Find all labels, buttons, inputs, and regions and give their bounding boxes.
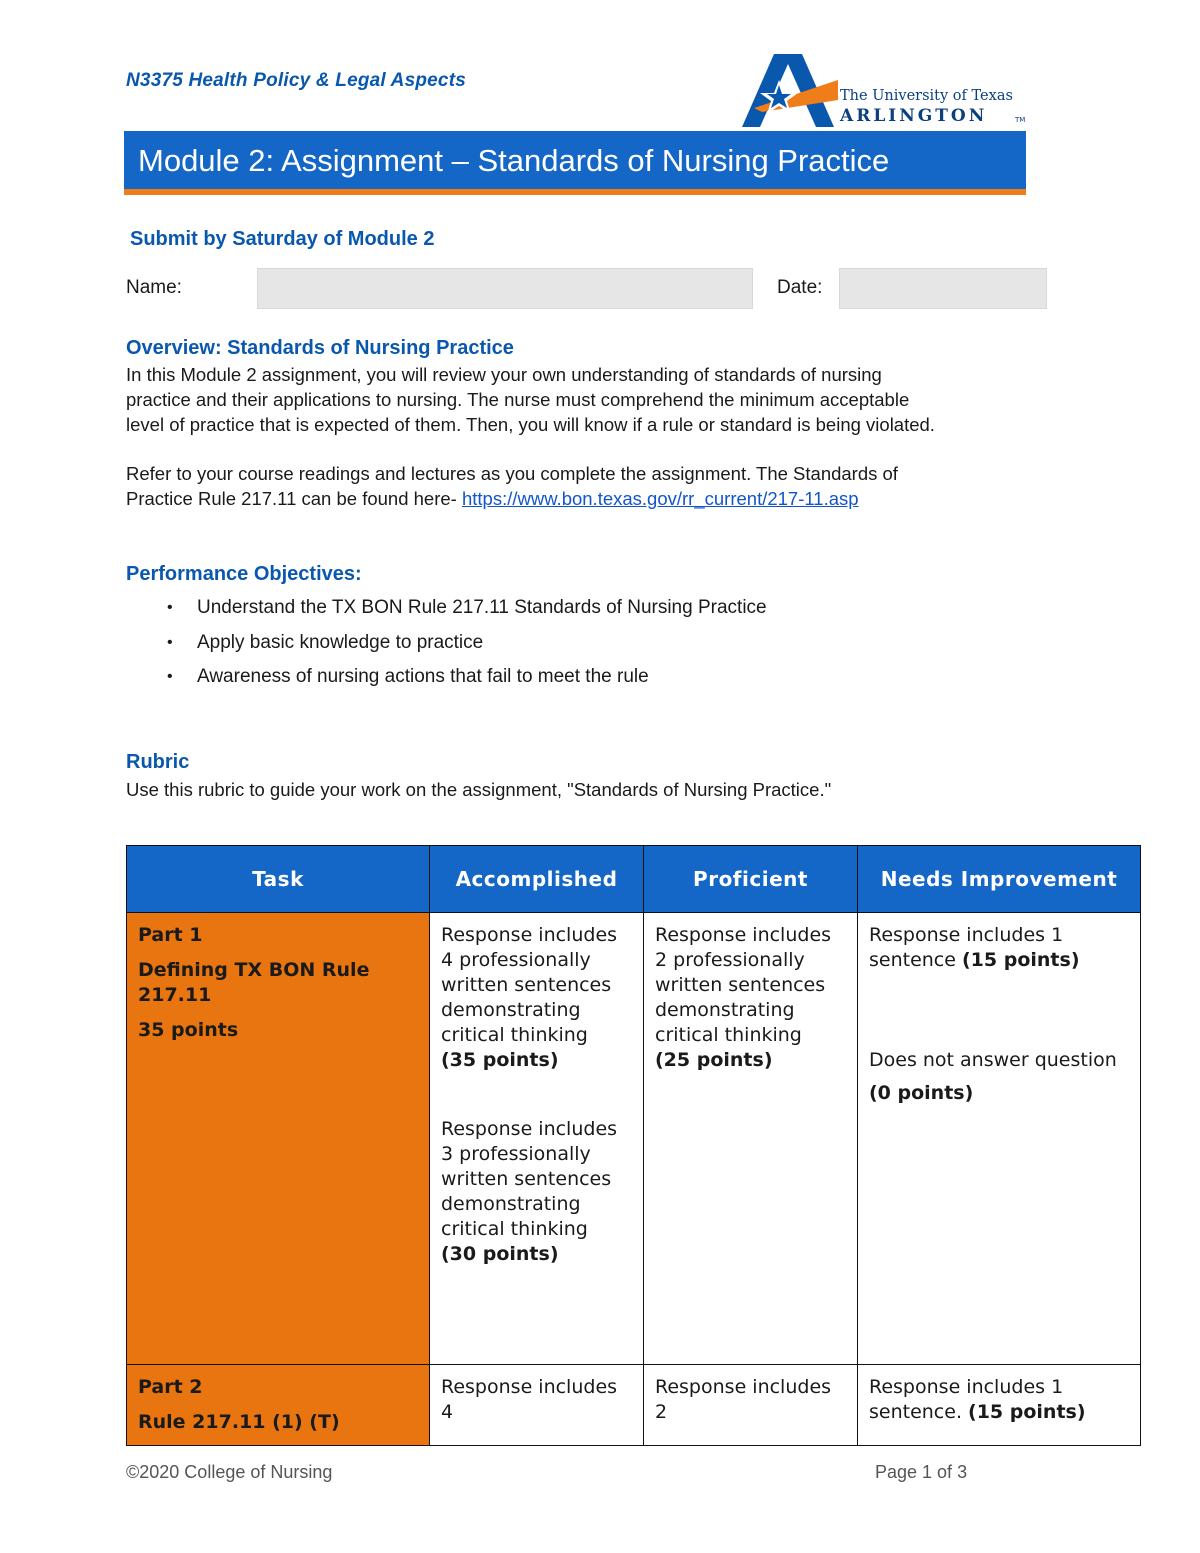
bon-rule-link[interactable]: https://www.bon.texas.gov/rr_current/217-11.asp [461,488,859,509]
overview-heading: Overview: Standards of Nursing Practice [126,337,514,359]
list-item: • Understand the TX BON Rule 217.11 Standards of Nursing Practice [160,593,767,628]
task-cell: Part 1 Defining TX BON Rule 217.11 35 points [127,913,430,1365]
title-banner [124,131,1026,195]
overview-line: level of practice that is expected of them. Then, you will know if a rule or standard is being violated. [126,414,935,435]
name-label: Name: [126,277,182,298]
proficient-cell: Response includes 2 professionally written sentences demonstrating critical thinking (25 points) [644,913,858,1365]
overview-line: practice and their applications to nursing. The nurse must comprehend the minimum acceptable [126,389,910,410]
column-header: Proficient [644,846,858,913]
date-label: Date: [777,277,823,298]
column-header: Accomplished [430,846,644,913]
university-logo [736,50,1036,130]
bullet-icon: • [167,668,173,685]
column-header: Needs Improvement [858,846,1141,913]
uta-star-a-icon [736,50,838,130]
needs-improvement-cell: Response includes 1 sentence (15 points) Does not answer question (0 points) [858,913,1141,1365]
readings-text: Practice Rule 217.11 can be found here- [126,488,462,509]
overview-line: In this Module 2 assignment, you will review your own understanding of standards of nursing [126,364,882,385]
table-row [127,1365,1141,1446]
logo-text-arlington: ARLINGTON [840,106,988,126]
accomplished-cell: Response includes 4 professionally written sentences demonstrating critical thinking (35 points) Response includes 3 professionally written sentences demonstrating critical thinking (30 points) [430,913,644,1365]
proficient-cell: Response includes 2 [644,1365,858,1446]
logo-trademark: TM [1015,116,1026,124]
rubric-intro: Use this rubric to guide your work on the assignment, "Standards of Nursing Practice." [126,779,832,800]
page-title: Module 2: Assignment – Standards of Nursing Practice [138,143,890,178]
objectives-list [160,593,767,697]
readings-line [126,486,1086,511]
name-field[interactable] [257,268,753,309]
objectives-heading: Performance Objectives: [126,563,362,585]
column-header: Task [127,846,430,913]
footer-copyright: ©2020 College of Nursing [126,1462,333,1482]
rubric-heading: Rubric [126,751,190,773]
course-title: N3375 Health Policy & Legal Aspects [126,70,466,91]
table-header-row [127,846,1141,913]
list-item: • Apply basic knowledge to practice [160,628,767,663]
logo-text-university: The University of Texas [840,88,1013,104]
submit-deadline: Submit by Saturday of Module 2 [130,228,435,250]
page-number: Page 1 of 3 [875,1462,968,1482]
table-row [127,913,1141,1365]
bullet-icon: • [167,599,173,616]
task-cell: Part 2 Rule 217.11 (1) (T) [127,1365,430,1446]
readings-line: Refer to your course readings and lectures as you complete the assignment. The Standards of [126,463,898,484]
overview-paragraph [126,362,1086,437]
readings-paragraph [126,461,1086,511]
list-item: • Awareness of nursing actions that fail to meet the rule [160,662,767,697]
accomplished-cell: Response includes 4 [430,1365,644,1446]
needs-improvement-cell: Response includes 1 sentence. (15 points) [858,1365,1141,1446]
date-field[interactable] [839,268,1047,309]
rubric-table [126,845,1141,1446]
bullet-icon: • [167,633,173,651]
